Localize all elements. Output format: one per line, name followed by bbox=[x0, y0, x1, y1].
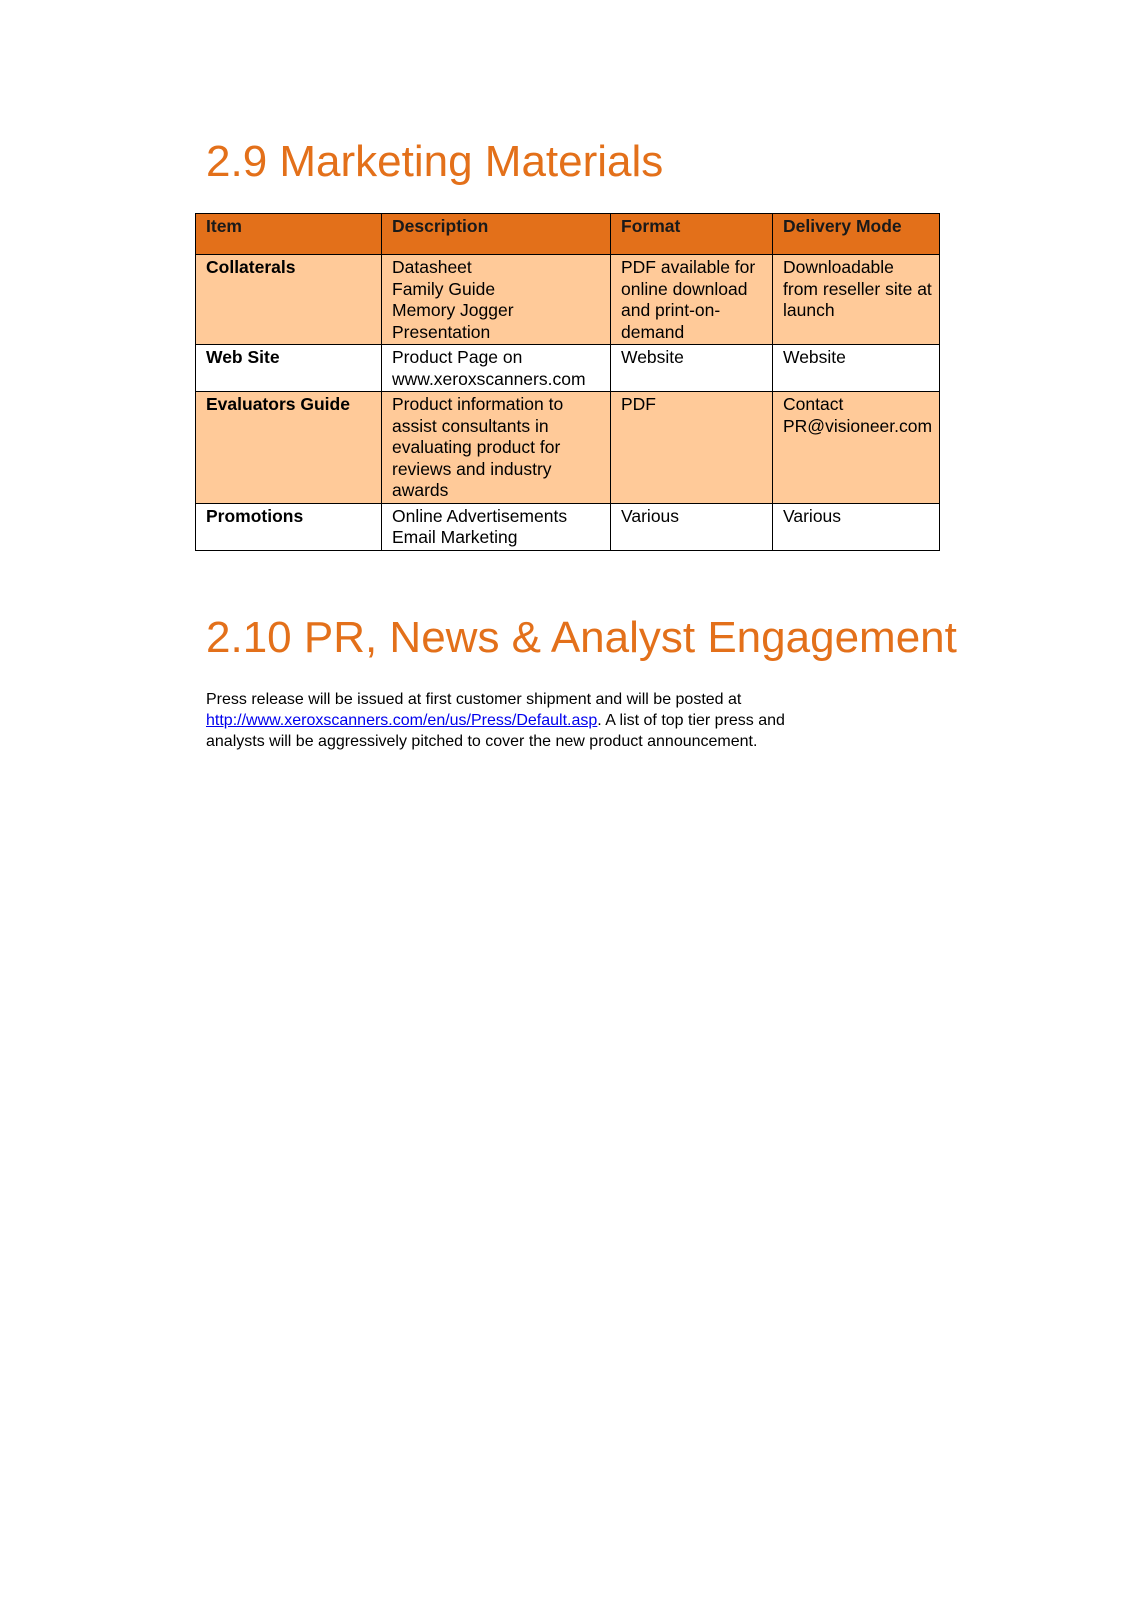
section-heading-marketing-materials: 2.9 Marketing Materials bbox=[206, 137, 664, 186]
description-line: Online Advertisements bbox=[392, 505, 568, 526]
press-page-link[interactable]: http://www.xeroxscanners.com/en/us/Press/Default.asp bbox=[206, 712, 598, 729]
row-format: Various bbox=[611, 503, 773, 550]
table-row bbox=[196, 345, 940, 392]
header-delivery-mode: Delivery Mode bbox=[773, 214, 940, 255]
table-row bbox=[196, 503, 940, 550]
pr-text-after-link: . A list of top tier press and analysts will be aggressively pitched to cover the new product announcement. bbox=[206, 712, 785, 750]
table-header-row bbox=[196, 214, 940, 255]
row-delivery-mode: Website bbox=[773, 345, 940, 392]
table-row bbox=[196, 392, 940, 504]
description-line: Family Guide bbox=[392, 278, 496, 299]
row-delivery-mode: Various bbox=[773, 503, 940, 550]
row-item: Web Site bbox=[196, 345, 382, 392]
row-item: Promotions bbox=[196, 503, 382, 550]
pr-paragraph bbox=[206, 689, 846, 752]
row-item: Collaterals bbox=[196, 255, 382, 345]
section-heading-pr-news: 2.10 PR, News & Analyst Engagement bbox=[206, 613, 957, 662]
row-format: PDF bbox=[611, 392, 773, 504]
description-line: Presentation bbox=[392, 321, 491, 342]
row-item: Evaluators Guide bbox=[196, 392, 382, 504]
header-format: Format bbox=[611, 214, 773, 255]
pr-text-before-link: Press release will be issued at first customer shipment and will be posted at bbox=[206, 691, 742, 708]
description-line: Product Page on bbox=[392, 347, 523, 367]
row-description bbox=[382, 255, 611, 345]
header-description: Description bbox=[382, 214, 611, 255]
row-delivery-mode: Downloadable from reseller site at launch bbox=[773, 255, 940, 345]
row-format: PDF available for online download and print-on-demand bbox=[611, 255, 773, 345]
description-line: Datasheet bbox=[392, 257, 472, 277]
description-line: Email Marketing bbox=[392, 527, 518, 547]
row-delivery-mode: Contact PR@visioneer.com bbox=[773, 392, 940, 504]
row-description bbox=[382, 392, 611, 504]
description-line: www.xeroxscanners.com bbox=[392, 368, 586, 389]
header-item: Item bbox=[196, 214, 382, 255]
marketing-materials-table bbox=[195, 213, 940, 551]
table-row bbox=[196, 255, 940, 345]
row-description bbox=[382, 345, 611, 392]
row-description bbox=[382, 503, 611, 550]
description-line: Product information to assist consultants in evaluating product for reviews and industry awards bbox=[392, 394, 564, 500]
description-line: Memory Jogger bbox=[392, 300, 514, 320]
row-format: Website bbox=[611, 345, 773, 392]
